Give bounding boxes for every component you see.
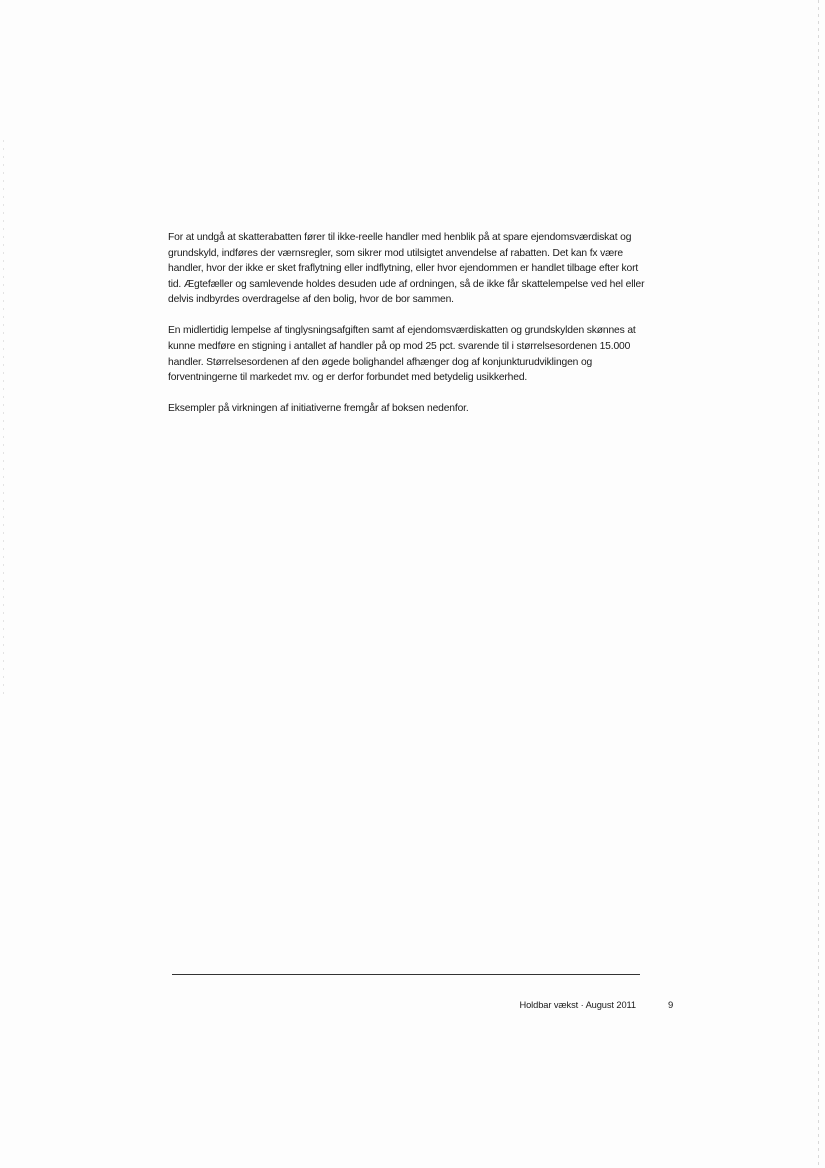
scan-edge-right [818,0,819,1168]
paragraph-2: En midlertidig lempelse af tinglysningsafgiften samt af ejendomsværdiskatten og grundskylden skønnes at kunne medføre en stigning i antallet af handler på op mod 25 pct. svarende til i størrelsesordenen 15.000 handler. Størrelsesordenen af den øgede bolighandel afhænger dog af konjunkturudviklingen og forventningerne til markedet mv. og er derfor forbundet med betydelig usikkerhed. [168,325,636,384]
scan-edge-left [3,140,4,700]
page-number: 9 [668,1000,674,1011]
paragraph-1: For at undgå at skatterabatten fører til ikke-reelle handler med henblik på at spare ejendomsværdiskat og grundskyld, indføres der værnsregler, som sikrer mod utilsigtet anvendelse af rabatten. Det kan fx være handler, hvor der ikke er sket fraflytning eller indflytning, eller hvor ejendommen er handlet tilbage efter kort tid. Ægtefæller og samlevende holdes desuden ude af ordningen, så de ikke får skattelempelse ved hel eller delvis indbyrdes overdragelse af den bolig, hvor de bor sammen. [168,232,645,306]
body-text [168,230,646,432]
footer-publication: Holdbar vækst · August 2011 [519,1000,636,1010]
footer-divider [172,974,640,975]
paragraph-3: Eksempler på virkningen af initiativerne fremgår af boksen nedenfor. [168,403,469,415]
